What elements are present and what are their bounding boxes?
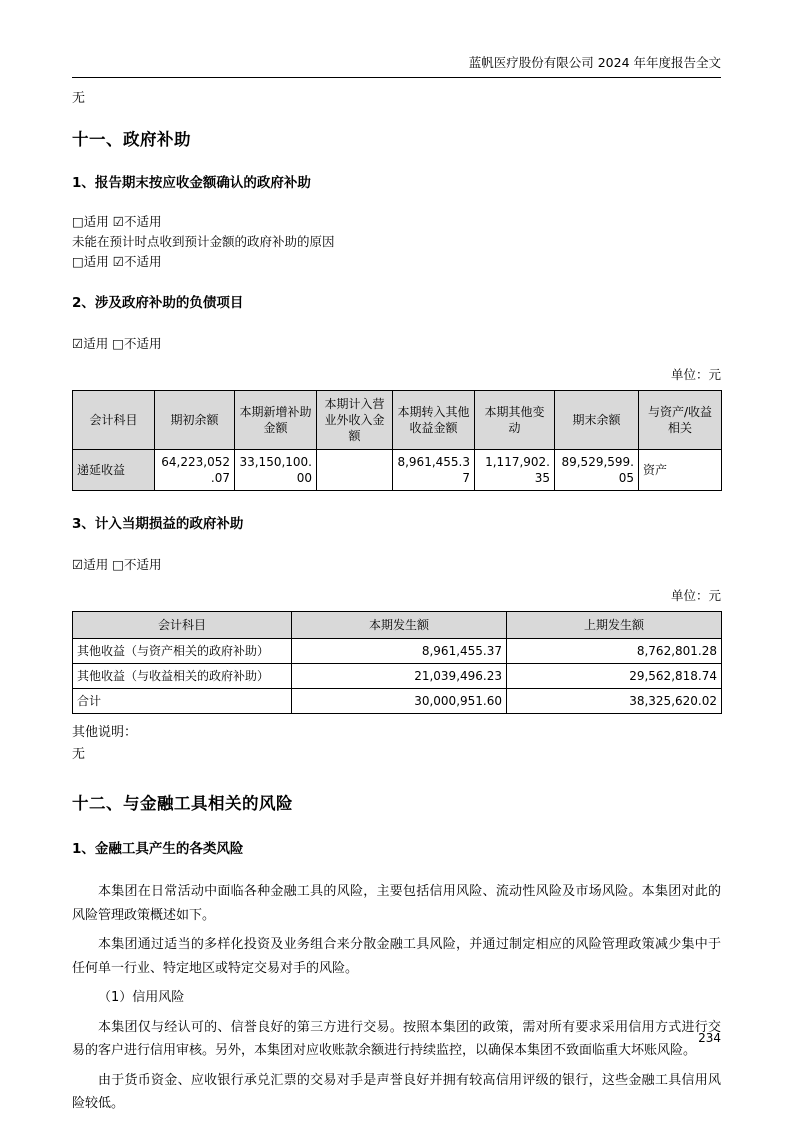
section-11-3-heading: 3、计入当期损益的政府补助 bbox=[72, 516, 244, 532]
cell-prior-period: 8,762,801.28 bbox=[507, 639, 722, 664]
col-header-other-changes: 本期其他变动 bbox=[475, 391, 555, 450]
section-11-3-applicability[interactable]: ☑适用 □不适用 bbox=[72, 557, 162, 572]
document-body bbox=[72, 88, 721, 1116]
cell-asset-income-related: 资产 bbox=[639, 450, 722, 491]
table-header-row bbox=[73, 612, 722, 639]
col-header-non-operating-income: 本期计入营业外收入金额 bbox=[317, 391, 393, 450]
header-divider bbox=[72, 77, 721, 78]
cell-transfer-other-income: 8,961,455.37 bbox=[393, 450, 475, 491]
section-12-1-item-1-paragraph-1: 本集团仅与经认可的、信誉良好的第三方进行交易。按照本集团的政策，需对所有要求采用信用方式进行交易的客户进行信用审核。另外，本集团对应收账款余额进行持续监控，以确保本集团不致面临重大坏账风险。 bbox=[72, 1019, 721, 1058]
government-grant-liabilities-table bbox=[72, 390, 722, 491]
table-row bbox=[73, 689, 722, 714]
section-11-2-unit: 单位：元 bbox=[670, 367, 721, 382]
section-11-3-unit: 单位：元 bbox=[670, 588, 721, 603]
cell-account-item: 其他收益（与收益相关的政府补助） bbox=[73, 664, 292, 689]
col-header-transfer-other-income: 本期转入其他收益金额 bbox=[393, 391, 475, 450]
government-grant-profit-loss-table bbox=[72, 611, 722, 714]
cell-prior-period: 38,325,620.02 bbox=[507, 689, 722, 714]
cell-current-period: 30,000,951.60 bbox=[292, 689, 507, 714]
cell-current-period: 21,039,496.23 bbox=[292, 664, 507, 689]
col-header-closing-balance: 期末余额 bbox=[555, 391, 639, 450]
other-note-value: 无 bbox=[72, 747, 86, 762]
cell-new-subsidy: 33,150,100.00 bbox=[235, 450, 317, 491]
cell-account-item: 合计 bbox=[73, 689, 292, 714]
section-11-heading: 十一、政府补助 bbox=[72, 130, 191, 149]
cell-opening-balance: 64,223,052.07 bbox=[155, 450, 235, 491]
section-12-1-item-1-heading: （1）信用风险 bbox=[98, 990, 185, 1005]
cell-non-operating-income bbox=[317, 450, 393, 491]
section-12-1-paragraph-1: 本集团在日常活动中面临各种金融工具的风险，主要包括信用风险、流动性风险及市场风险。本集团对此的风险管理政策概述如下。 bbox=[72, 884, 721, 923]
section-12-1-item-1-paragraph-2: 由于货币资金、应收银行承兑汇票的交易对手是声誉良好并拥有较高信用评级的银行，这些金融工具信用风险较低。 bbox=[72, 1072, 721, 1111]
cell-account-item: 其他收益（与资产相关的政府补助） bbox=[73, 639, 292, 664]
section-12-heading: 十二、与金融工具相关的风险 bbox=[72, 794, 293, 813]
lead-text: 无 bbox=[72, 91, 86, 106]
table-row bbox=[73, 450, 722, 491]
col-header-new-subsidy: 本期新增补助金额 bbox=[235, 391, 317, 450]
section-11-2-heading: 2、涉及政府补助的负债项目 bbox=[72, 295, 244, 311]
cell-closing-balance: 89,529,599.05 bbox=[555, 450, 639, 491]
running-header bbox=[72, 55, 721, 71]
section-12-1-heading: 1、金融工具产生的各类风险 bbox=[72, 841, 244, 857]
section-11-2-applicability[interactable]: ☑适用 □不适用 bbox=[72, 336, 162, 351]
section-11-1-note: 未能在预计时点收到预计金额的政府补助的原因 bbox=[72, 234, 335, 249]
col-header-prior-period: 上期发生额 bbox=[507, 612, 722, 639]
running-header-text: 蓝帆医疗股份有限公司 2024 年年度报告全文 bbox=[468, 55, 721, 70]
col-header-opening-balance: 期初余额 bbox=[155, 391, 235, 450]
other-note-label: 其他说明： bbox=[72, 725, 138, 740]
section-11-1-applicability-2[interactable]: □适用 ☑不适用 bbox=[72, 254, 162, 269]
section-11-1-applicability-1[interactable]: □适用 ☑不适用 bbox=[72, 214, 162, 229]
section-11-1-heading: 1、报告期末按应收金额确认的政府补助 bbox=[72, 175, 311, 191]
col-header-current-period: 本期发生额 bbox=[292, 612, 507, 639]
cell-account-item: 递延收益 bbox=[73, 450, 155, 491]
table-header-row bbox=[73, 391, 722, 450]
col-header-account-item: 会计科目 bbox=[73, 612, 292, 639]
cell-other-changes: 1,117,902.35 bbox=[475, 450, 555, 491]
table-row bbox=[73, 664, 722, 689]
section-12-1-paragraph-2: 本集团通过适当的多样化投资及业务组合来分散金融工具风险，并通过制定相应的风险管理政策减少集中于任何单一行业、特定地区或特定交易对手的风险。 bbox=[72, 937, 721, 976]
col-header-account-item: 会计科目 bbox=[73, 391, 155, 450]
cell-prior-period: 29,562,818.74 bbox=[507, 664, 722, 689]
cell-current-period: 8,961,455.37 bbox=[292, 639, 507, 664]
table-row bbox=[73, 639, 722, 664]
col-header-asset-income-related: 与资产/收益相关 bbox=[639, 391, 722, 450]
page-number: 234 bbox=[698, 1031, 721, 1045]
